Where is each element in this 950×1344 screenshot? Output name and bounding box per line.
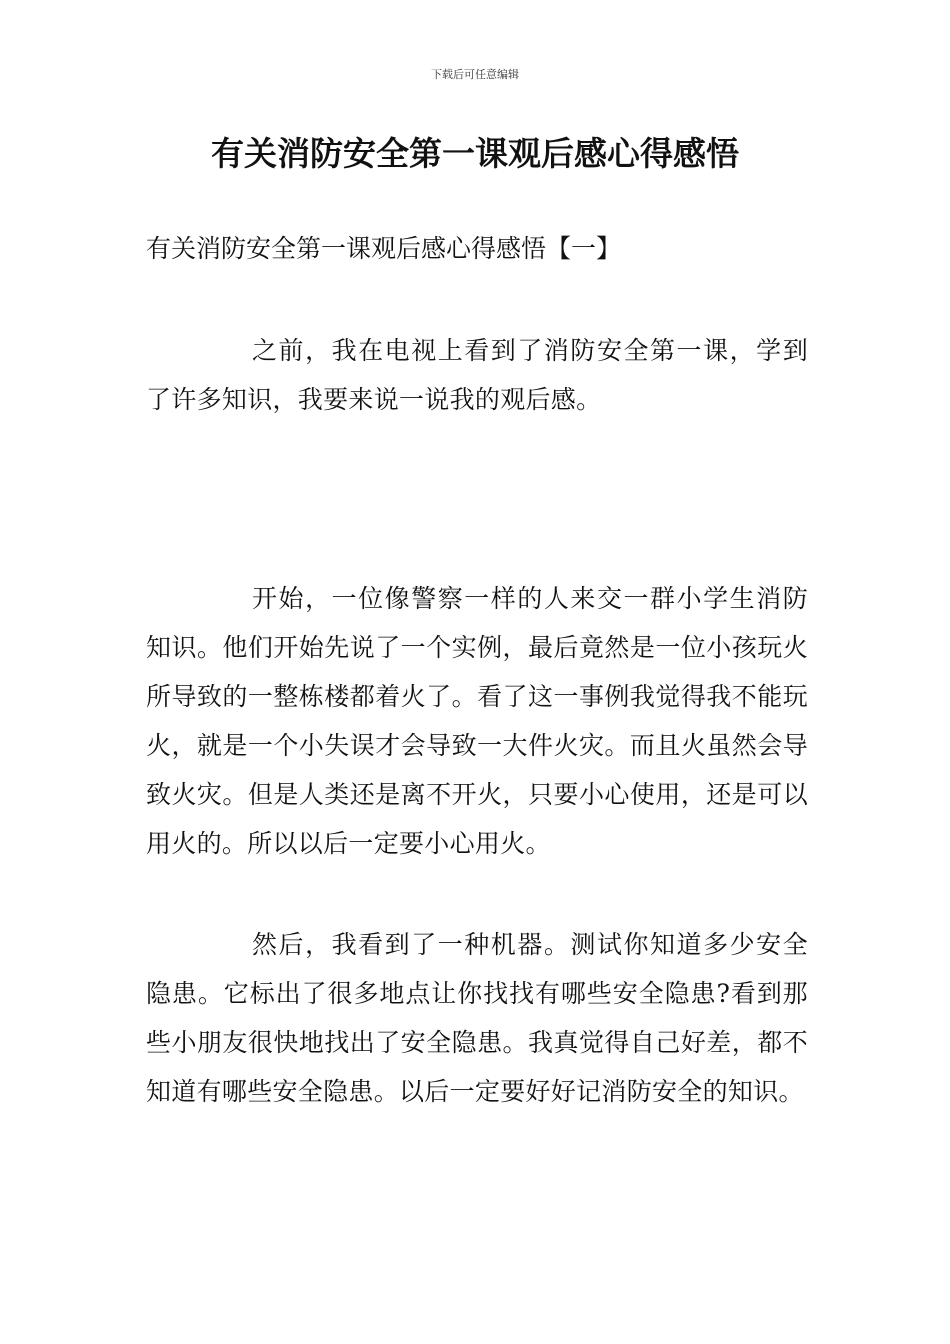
paragraph-3: 然后，我看到了一种机器。测试你知道多少安全隐患。它标出了很多地点让你找找有哪些安全隐患?看到那些小朋友很快地找出了安全隐患。我真觉得自己好差，都不知道有哪些安全隐患。以后一定要好好记消防安全的知识。: [146, 930, 808, 1106]
document-title: 有关消防安全第一课观后感心得感悟: [211, 134, 739, 173]
paragraph-1: 之前，我在电视上看到了消防安全第一课，学到了许多知识，我要来说一说我的观后感。: [146, 336, 808, 414]
paragraph-2: 开始，一位像警察一样的人来交一群小学生消防知识。他们开始先说了一个实例，最后竟然是一位小孩玩火所导致的一整栋楼都着火了。看了这一事例我觉得我不能玩火，就是一个小失误才会导致一大件火灾。而且火虽然会导致火灾。但是人类还是离不开火，只要小心使用，还是可以用火的。所以以后一定要小心用火。: [146, 584, 808, 858]
header-note: 下载后可任意编辑: [431, 68, 519, 81]
section-heading: 有关消防安全第一课观后感心得感悟【一】: [146, 234, 622, 263]
